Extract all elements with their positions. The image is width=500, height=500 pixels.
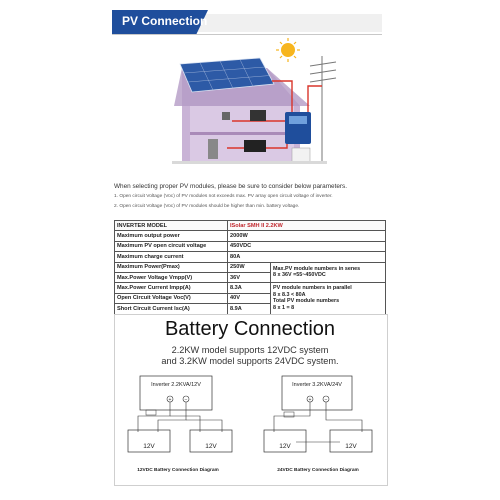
- series-calc: 8 x 36V =55~450VDC: [273, 272, 326, 279]
- table-cell: Open Circuit Voltage Voc(V): [115, 293, 228, 303]
- table-cell: 8.9A: [228, 304, 271, 314]
- total-title: Total PV module numbers: [273, 298, 340, 305]
- table-cell: Max.Power Voltage Vmpp(V): [115, 272, 228, 282]
- table-cell: Maximum Power(Pmax): [115, 262, 228, 272]
- table-cell: 250W: [228, 262, 271, 272]
- battery-label: 12V: [279, 443, 291, 450]
- parallel-title: PV module numbers in parallel: [273, 284, 352, 291]
- svg-text:+: +: [308, 397, 312, 403]
- note-item: 1. Open circuit Voltage (Voc) of PV modules not exceeds max. PV array open circuit voltage of inverter.: [114, 194, 333, 199]
- total-calc: 8 x 1 = 8: [273, 305, 295, 312]
- table-cell: Maximum charge current: [115, 252, 228, 262]
- battery-label: 12V: [143, 443, 155, 450]
- table-cell: Maximum PV open circuit voltage: [115, 241, 228, 251]
- table-cell: 8.3A: [228, 283, 271, 293]
- inverter-label: Inverter 2.2KVA/12V: [151, 382, 201, 388]
- model-name: ISolar SMH II 2.2KW: [228, 221, 386, 231]
- intro-text: When selecting proper PV modules, please be sure to consider below parameters.: [114, 183, 348, 190]
- table-row: [115, 241, 386, 251]
- battery-subtitle-line: 2.2KW model supports 12VDC system: [171, 345, 329, 355]
- table-cell: INVERTER MODEL: [115, 221, 228, 231]
- battery-title: Battery Connection: [164, 318, 336, 340]
- svg-text:−: −: [184, 397, 188, 403]
- table-cell: 36V: [228, 272, 271, 282]
- table-cell: 80A: [228, 252, 386, 262]
- table-row: [115, 262, 386, 272]
- svg-text:−: −: [324, 397, 328, 403]
- note-item: 2. Open circuit Voltage (Voc) of PV modules should be higher than min. battery voltage.: [114, 204, 300, 209]
- battery-diagram-12v: [118, 372, 248, 482]
- series-title: Max.PV module numbers in senes: [273, 265, 361, 272]
- parallel-note: [271, 283, 386, 314]
- table-cell: Maximum output power: [115, 231, 228, 241]
- table-cell: Max.Power Current Impp(A): [115, 283, 228, 293]
- table-row: [115, 221, 386, 231]
- spec-table: [114, 220, 386, 315]
- table-cell: 2000W: [228, 231, 386, 241]
- header-divider: [112, 34, 382, 35]
- table-cell: 450VDC: [228, 241, 386, 251]
- table-cell: Short Circuit Current Isc(A): [115, 304, 228, 314]
- inverter-icon: [285, 112, 311, 144]
- battery-stack-icon: [292, 148, 310, 162]
- svg-text:+: +: [168, 397, 172, 403]
- inverter-label: Inverter 3.2KVA/24V: [292, 382, 342, 388]
- series-note: [271, 262, 386, 283]
- table-row: [115, 231, 386, 241]
- table-row: [115, 252, 386, 262]
- battery-diagram-24v: [256, 372, 386, 482]
- page-title: PV Connection: [122, 14, 208, 28]
- diagram-caption: 12VDC Battery Connection Diagram: [137, 468, 219, 473]
- battery-subtitle-line: and 3.2KW model supports 24VDC system.: [161, 356, 339, 366]
- table-row: [115, 283, 386, 293]
- battery-label: 12V: [345, 443, 357, 450]
- table-cell: 40V: [228, 293, 271, 303]
- battery-label: 12V: [205, 443, 217, 450]
- pv-system-illustration: [112, 36, 388, 176]
- parallel-calc: 8 x 8.3 < 80A: [273, 291, 306, 298]
- diagram-caption: 24VDC Battery Connection Diagram: [277, 468, 359, 473]
